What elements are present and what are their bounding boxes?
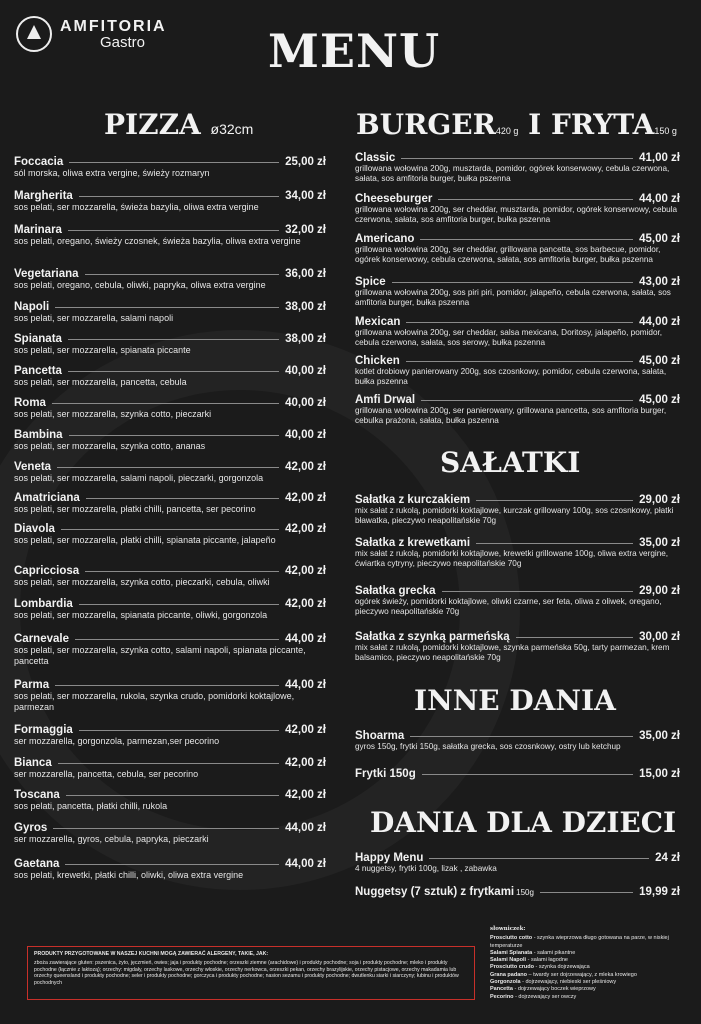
menu-item <box>355 233 680 265</box>
menu-item <box>14 822 326 845</box>
item-description: grillowana wołowina 200g, ser cheddar, grillowana pancetta, sos barbecue, pomidor, ogórek konserwowy, cebula czerwona, sałata, sos amfitoria burger, bułka pszenna <box>355 245 661 264</box>
glossary-definition: - dojrzewający boczek wieprzowy <box>512 986 596 993</box>
menu-item <box>14 365 326 388</box>
item-description: sól morska, oliwa extra vergine, świeży rozmaryn <box>14 168 210 178</box>
leader-line <box>68 339 279 340</box>
item-price: 44,00 zł <box>639 316 680 328</box>
leader-line <box>61 529 279 530</box>
item-name: Veneta <box>14 461 52 473</box>
allergen-notice <box>27 946 475 1000</box>
menu-title: MENU <box>268 24 441 78</box>
item-price: 42,00 zł <box>285 461 326 473</box>
glossary-term: Prosciutto cotto <box>490 935 533 942</box>
item-description: sos pelati, ser mozzarella, świeża bazylia, oliwa extra vergine <box>14 202 259 212</box>
glossary-definition: - salami pikantne <box>532 949 576 956</box>
leader-line <box>55 307 279 308</box>
leader-line <box>55 685 279 686</box>
leader-line <box>410 736 633 737</box>
item-name: Gaetana <box>14 858 60 870</box>
item-name: Formaggia <box>14 724 73 736</box>
item-description: sos pelati, ser mozzarella, szynka cotto, pieczarki <box>14 409 212 419</box>
item-price: 42,00 zł <box>285 598 326 610</box>
item-price: 45,00 zł <box>639 233 680 245</box>
glossary-definition: - salami łagodne <box>526 957 568 964</box>
item-description: grillowana wołowina 200g, musztarda, pomidor, ogórek konserwowy, cebula czerwona, sałata, sos amfitoria burger, bułka pszenna <box>355 164 670 183</box>
pizza-heading <box>104 108 253 141</box>
glossary-definition: - szynka wieprzowa długo gotowana na parze, w niskiej temperaturze <box>490 935 669 949</box>
glossary-entry <box>490 950 695 957</box>
leader-line <box>57 467 279 468</box>
item-description: grillowana wołowina 200g, ser panierowany, grillowana pancetta, sos amfitoria burger, cebulka prażona, sałata, bułka pszenna <box>355 406 667 425</box>
glossary-term: Salami Napoli <box>490 957 527 964</box>
item-name: Mexican <box>355 316 401 328</box>
item-name: Classic <box>355 152 396 164</box>
leader-line <box>75 639 279 640</box>
menu-item <box>14 492 326 515</box>
item-price: 32,00 zł <box>285 224 326 236</box>
item-price: 41,00 zł <box>639 152 680 164</box>
item-price: 15,00 zł <box>639 768 680 780</box>
menu-item <box>14 565 326 588</box>
leader-line <box>442 591 634 592</box>
leader-line <box>86 498 279 499</box>
item-description: kotlet drobiowy panierowany 200g, sos czosnkowy, pomidor, cebula czerwona, sałata, bułka pszenna <box>355 367 667 386</box>
burger-title-2: I FRYTA <box>528 108 655 141</box>
glossary-term: Salami Spianata <box>490 949 533 956</box>
item-name: Toscana <box>14 789 60 801</box>
item-name: Parma <box>14 679 50 691</box>
item-name: Vegetariana <box>14 268 79 280</box>
brand-name: AMFITORIA <box>60 17 167 35</box>
menu-item <box>355 152 680 184</box>
menu-item <box>355 193 680 225</box>
leader-line <box>79 604 279 605</box>
leader-line <box>420 239 633 240</box>
item-name: Bianca <box>14 757 52 769</box>
allergen-heading: PRODUKTY PRZYGOTOWANE W NASZEJ KUCHNI MOGĄ ZAWIERAĆ ALERGENY, TAKIE, JAK: <box>34 951 269 957</box>
item-description: ser mozzarella, gorgonzola, parmezan,ser pecorino <box>14 736 220 746</box>
leader-line <box>85 274 280 275</box>
item-price: 30,00 zł <box>639 631 680 643</box>
item-price: 35,00 zł <box>639 537 680 549</box>
leader-line <box>406 361 633 362</box>
item-description: sos pelati, ser mozzarella, szynka cotto, pieczarki, cebula, oliwki <box>14 577 270 587</box>
menu-item <box>14 190 326 213</box>
item-name: Lombardia <box>14 598 73 610</box>
item-price: 42,00 zł <box>285 724 326 736</box>
leader-line <box>53 828 279 829</box>
brand-sub: Gastro <box>100 33 146 51</box>
glossary-title: słowniczek: <box>490 926 526 932</box>
item-price: 42,00 zł <box>285 757 326 769</box>
item-price: 44,00 zł <box>285 633 326 645</box>
item-name: Amfi Drwal <box>355 394 416 406</box>
menu-item <box>14 679 326 712</box>
item-description: sos pelati, ser mozzarella, spianata piccante, oliwki, gorgonzola <box>14 610 268 620</box>
item-name: Spianata <box>14 333 62 345</box>
item-description: sos pelati, ser mozzarella, spianata piccante <box>14 345 191 355</box>
menu-item <box>355 852 680 874</box>
item-name: Frytki 150g <box>355 768 416 780</box>
menu-item <box>14 429 326 452</box>
item-price: 42,00 zł <box>285 789 326 801</box>
menu-item <box>355 355 680 387</box>
logo-icon <box>16 16 52 52</box>
pizza-title: PIZZA <box>104 108 201 141</box>
leader-line <box>516 637 633 638</box>
item-description: sos pelati, ser mozzarella, szynka cotto, salami napoli, spianata piccante, pancetta <box>14 645 306 666</box>
item-description: sos pelati, ser mozzarella, rukola, szynka crudo, pomidorki koktajlowe, parmezan <box>14 691 295 712</box>
leader-line <box>406 322 633 323</box>
item-name: Roma <box>14 397 46 409</box>
menu-item <box>14 301 326 324</box>
item-description: gyros 150g, frytki 150g, sałatka grecka, sos czosnkowy, ostry lub ketchup <box>355 742 621 751</box>
item-description: sos pelati, ser mozzarella, pancetta, cebula <box>14 377 187 387</box>
leader-line <box>68 371 279 372</box>
item-price: 45,00 zł <box>639 355 680 367</box>
item-price: 25,00 zł <box>285 156 326 168</box>
item-name: Sałatka z krewetkami <box>355 537 471 549</box>
leader-line <box>476 500 633 501</box>
leader-line <box>392 282 633 283</box>
menu-item <box>355 730 680 752</box>
leader-line <box>68 230 279 231</box>
item-name: Chicken <box>355 355 400 367</box>
burger-title-1: BURGER <box>356 108 496 141</box>
item-name: Marinara <box>14 224 62 236</box>
glossary-entry <box>490 994 695 1001</box>
other-heading: INNE DANIA <box>414 684 616 717</box>
item-price: 40,00 zł <box>285 429 326 441</box>
leader-line <box>79 196 279 197</box>
item-price: 38,00 zł <box>285 333 326 345</box>
glossary-entry <box>490 972 695 979</box>
leader-line <box>58 763 279 764</box>
menu-item <box>14 397 326 420</box>
item-name: Bambina <box>14 429 63 441</box>
item-name: Americano <box>355 233 415 245</box>
item-price: 35,00 zł <box>639 730 680 742</box>
item-name: Spice <box>355 276 386 288</box>
item-description: sos pelati, ser mozzarella, płatki chilli, pancetta, ser pecorino <box>14 504 256 514</box>
fries-weight: 150 g <box>654 126 677 136</box>
item-name: Nuggetsy (7 sztuk) z frytkami <box>355 886 515 898</box>
glossary-entry <box>490 957 695 964</box>
leader-line <box>401 158 633 159</box>
item-description: ogórek świeży, pomidorki koktajlowe, oliwki czarne, ser feta, oliwa z oliwek, oregano, pieczywo neapolitańskie 70g <box>355 597 662 616</box>
allergen-text: zboża zawierające gluten: pszenica, żyto, jęczmień, owies; jaja i produkty pochodne; orzeszki ziemne (arachidowe) i produkty pochodne; soja i produkty pochodne; mleko i produkty pochodne (łącznie z laktozą); orzechy: migdały, orzechy laskowe, orzechy włoskie, orzechy nerkowca, orzeszki pekan, orzechy brazylijskie, orzechy pistacjowe, orzechy makadamia lub orzechy queensland i produkty pochodne; seler i produkty pochodne; gorczyca i produkty pochodne; nasion sezamu i produkty pochodne; dwutlenku siarki i siarczyny; łubinu i produktów pochodnych <box>34 959 459 987</box>
menu-item <box>355 276 680 308</box>
item-description: sos pelati, oregano, świeży czosnek, świeża bazylia, oliwa extra vergine <box>14 236 301 246</box>
item-description: grillowana wołowina 200g, ser cheddar, musztarda, pomidor, ogórek konserwowy, cebula czerwona, sałata, sos amfitoria burger, bułka pszenna <box>355 205 678 224</box>
leader-line <box>438 199 633 200</box>
item-name: Pancetta <box>14 365 62 377</box>
leader-line <box>65 864 279 865</box>
item-description: ser mozzarella, pancetta, cebula, ser pecorino <box>14 769 199 779</box>
glossary <box>490 926 695 1001</box>
menu-item <box>14 156 326 179</box>
item-name: Cheeseburger <box>355 193 433 205</box>
glossary-definition: - dojrzewający, niebieski ser pleśniowy <box>520 979 617 986</box>
item-price: 19,99 zł <box>639 886 680 898</box>
item-description: sos pelati, ser mozzarella, salami napoli, pieczarki, gorgonzola <box>14 473 264 483</box>
item-name: Margherita <box>14 190 73 202</box>
glossary-term: Pancetta <box>490 986 513 993</box>
burger-weight: 420 g <box>495 126 519 136</box>
item-price: 40,00 zł <box>285 365 326 377</box>
glossary-term: Prosciutto crudo <box>490 964 535 971</box>
item-description: sos pelati, ser mozzarella, salami napoli <box>14 313 174 323</box>
item-price: 44,00 zł <box>285 822 326 834</box>
leader-line <box>69 435 280 436</box>
menu-item <box>355 316 680 348</box>
brand-logo <box>16 16 167 52</box>
item-description: mix sałat z rukolą, pomidorki koktajlowe, szynka parmeńska 50g, tarty parmezan, krem balsamico, pieczywo neapolitańskie 70g <box>355 643 670 662</box>
menu-item <box>14 224 326 247</box>
item-name: Happy Menu <box>355 852 424 864</box>
item-price: 24 zł <box>655 852 680 864</box>
item-price: 29,00 zł <box>639 494 680 506</box>
glossary-list <box>490 935 695 1001</box>
item-description: sos pelati, ser mozzarella, szynka cotto, ananas <box>14 441 206 451</box>
item-name: Foccacia <box>14 156 64 168</box>
menu-item <box>14 333 326 356</box>
item-price: 44,00 zł <box>639 193 680 205</box>
item-name: Sałatka grecka <box>355 585 436 597</box>
menu-item <box>355 768 680 780</box>
glossary-definition: – twardy ser dojrzewający, z mleka krowiego <box>526 971 637 978</box>
menu-item <box>14 789 326 812</box>
item-name: Gyros <box>14 822 48 834</box>
item-price: 36,00 zł <box>285 268 326 280</box>
item-price: 44,00 zł <box>285 679 326 691</box>
glossary-entry <box>490 986 695 993</box>
item-price: 45,00 zł <box>639 394 680 406</box>
item-price: 42,00 zł <box>285 523 326 535</box>
menu-item <box>355 886 680 898</box>
leader-line <box>85 571 279 572</box>
pizza-size: ø32cm <box>210 121 254 137</box>
item-name: Capricciosa <box>14 565 80 577</box>
item-name: Sałatka z kurczakiem <box>355 494 471 506</box>
item-name: Sałatka z szynką parmeńską <box>355 631 510 643</box>
item-description: mix sałat z rukolą, pomidorki koktajlowe, kurczak grillowany 100g, sos czosnkowy, płatki bławatka, pieczywo neapolitańskie 70g <box>355 506 674 525</box>
item-name: Napoli <box>14 301 50 313</box>
menu-item <box>355 537 680 569</box>
menu-item <box>355 631 680 663</box>
leader-line <box>476 543 633 544</box>
burger-heading <box>356 108 677 141</box>
menu-item <box>355 494 680 526</box>
item-price: 40,00 zł <box>285 397 326 409</box>
glossary-entry <box>490 935 695 950</box>
leader-line <box>540 892 633 893</box>
glossary-term: Grana padano <box>490 971 527 978</box>
item-price: 29,00 zł <box>639 585 680 597</box>
item-description: grillowana wołowina 200g, ser cheddar, salsa mexicana, Doritosy, jalapeño, pomidor, cebula czerwona, sałata, sos serowy, bułka pszenna <box>355 328 663 347</box>
item-price: 44,00 zł <box>285 858 326 870</box>
glossary-entry <box>490 964 695 971</box>
leader-line <box>52 403 279 404</box>
glossary-term: Gorgonzola <box>490 979 521 986</box>
menu-item <box>14 523 326 546</box>
item-description: sos pelati, pancetta, płatki chilli, rukola <box>14 801 168 811</box>
leader-line <box>429 858 649 859</box>
item-description: grillowana wołowina 200g, sos piri piri, pomidor, jalapeño, cebula czerwona, sałata, sos amfitoria burger, bułka pszenna <box>355 288 671 307</box>
leader-line <box>421 400 633 401</box>
item-name: Shoarma <box>355 730 405 742</box>
item-description: sos pelati, oregano, cebula, oliwki, papryka, oliwa extra vergine <box>14 280 266 290</box>
menu-item <box>14 268 326 291</box>
glossary-definition: - szynka dojrzewająca <box>534 964 590 971</box>
menu-item <box>14 461 326 484</box>
menu-item <box>14 858 326 881</box>
glossary-entry <box>490 979 695 986</box>
kids-heading: DANIA DLA DZIECI <box>370 806 677 839</box>
item-description: ser mozzarella, gyros, cebula, papryka, pieczarki <box>14 834 209 844</box>
menu-item <box>14 724 326 747</box>
glossary-definition: - dojrzewający ser owczy <box>513 993 577 1000</box>
item-note: 150g <box>516 887 534 897</box>
item-price: 42,00 zł <box>285 492 326 504</box>
item-name: Amatriciana <box>14 492 80 504</box>
salads-heading: SAŁATKI <box>440 446 581 479</box>
leader-line <box>422 774 633 775</box>
item-name: Diavola <box>14 523 55 535</box>
menu-item <box>14 757 326 780</box>
menu-item <box>14 598 326 621</box>
item-description: sos pelati, ser mozzarella, płatki chilli, spianata piccante, jalapeño <box>14 535 276 545</box>
leader-line <box>66 795 279 796</box>
menu-item <box>14 633 326 666</box>
leader-line <box>79 730 279 731</box>
item-name: Carnevale <box>14 633 69 645</box>
item-description: sos pelati, krewetki, płatki chilli, oliwki, oliwa extra vergine <box>14 870 244 880</box>
item-price: 38,00 zł <box>285 301 326 313</box>
leader-line <box>69 162 279 163</box>
menu-item <box>355 585 680 617</box>
item-price: 42,00 zł <box>285 565 326 577</box>
item-price: 34,00 zł <box>285 190 326 202</box>
item-description: mix sałat z rukolą, pomidorki koktajlowe, krewetki grillowane 100g, oliwa extra vergine, ćwiartka cytryny, pieczywo neapolitańskie 70g <box>355 549 669 568</box>
glossary-term: Pecorino <box>490 993 514 1000</box>
item-description: 4 nuggetsy, frytki 100g, lizak , zabawka <box>355 864 497 873</box>
item-price: 43,00 zł <box>639 276 680 288</box>
menu-item <box>355 394 680 426</box>
